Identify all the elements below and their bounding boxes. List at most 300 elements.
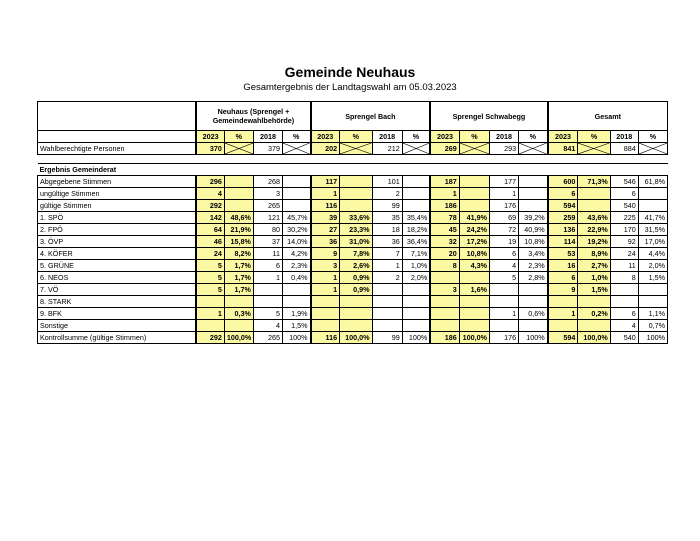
- eligible-bach-pct-crossed: [340, 143, 372, 155]
- cell-bach-pct: 23,3%: [340, 224, 372, 236]
- cell-neuhaus-y2023: 142: [196, 212, 224, 224]
- eligible-schwabegg-2018: 293: [490, 143, 519, 155]
- cell-schwabegg-y2018: [490, 296, 519, 308]
- cell-neuhaus-y2023: 5: [196, 284, 224, 296]
- group-header-bach: Sprengel Bach: [311, 102, 431, 131]
- cell-schwabegg-y2023: 8: [430, 260, 459, 272]
- cell-neuhaus-y2023: 292: [196, 332, 224, 344]
- cell-neuhaus-y2023: 64: [196, 224, 224, 236]
- cell-neuhaus-y2023: [196, 320, 224, 332]
- cell-neuhaus-pct2: 4,2%: [283, 248, 311, 260]
- cell-schwabegg-pct2: 100%: [519, 332, 548, 344]
- cell-neuhaus-y2018: 265: [253, 332, 282, 344]
- cell-schwabegg-y2018: 176: [490, 200, 519, 212]
- page-title: Gemeinde Neuhaus: [284, 64, 416, 80]
- cell-bach-pct2: [402, 296, 430, 308]
- cell-bach-y2023: 39: [311, 212, 340, 224]
- cell-gesamt-pct: [578, 296, 610, 308]
- cell-schwabegg-y2023: [430, 320, 459, 332]
- cell-bach-pct2: 100%: [402, 332, 430, 344]
- cell-gesamt-y2023: 114: [548, 236, 578, 248]
- cell-schwabegg-pct2: [519, 188, 548, 200]
- cell-bach-y2018: [372, 320, 402, 332]
- cell-neuhaus-y2023: 4: [196, 188, 224, 200]
- cell-neuhaus-y2018: 80: [253, 224, 282, 236]
- cell-gesamt-pct: 8,9%: [578, 248, 610, 260]
- subheader-bach-y2023: 2023: [311, 131, 340, 143]
- cell-schwabegg-y2018: [490, 284, 519, 296]
- cell-bach-y2018: [372, 284, 402, 296]
- eligible-schwabegg-2023: 269: [430, 143, 459, 155]
- cell-gesamt-y2018: 540: [610, 200, 638, 212]
- cell-neuhaus-pct2: [283, 284, 311, 296]
- cell-neuhaus-pct2: 1,9%: [283, 308, 311, 320]
- cell-bach-y2023: 116: [311, 200, 340, 212]
- row-label: 6. NEOS: [38, 272, 197, 284]
- cell-gesamt-pct: [578, 188, 610, 200]
- group-header-neuhaus: Neuhaus (Sprengel + Gemeindewahlbehörde): [196, 102, 310, 131]
- cell-schwabegg-y2023: 1: [430, 188, 459, 200]
- cell-gesamt-y2018: 6: [610, 188, 638, 200]
- cell-gesamt-pct2: 100%: [638, 332, 667, 344]
- table-row: [38, 212, 668, 224]
- row-label: 9. BFK: [38, 308, 197, 320]
- eligible-neuhaus-pct-crossed: [224, 143, 253, 155]
- cell-neuhaus-pct2: [283, 188, 311, 200]
- cell-schwabegg-y2018: 5: [490, 272, 519, 284]
- row-label: 4. KÖFER: [38, 248, 197, 260]
- cell-bach-pct2: [402, 284, 430, 296]
- cell-neuhaus-pct2: [283, 200, 311, 212]
- cell-bach-pct2: 18,2%: [402, 224, 430, 236]
- cell-schwabegg-y2023: 186: [430, 200, 459, 212]
- cell-bach-y2018: 18: [372, 224, 402, 236]
- cell-gesamt-pct: 43,6%: [578, 212, 610, 224]
- row-label: 1. SPÖ: [38, 212, 197, 224]
- cell-schwabegg-y2018: 69: [490, 212, 519, 224]
- subheader-gesamt-pct: %: [578, 131, 610, 143]
- cell-bach-pct: 0,9%: [340, 284, 372, 296]
- cell-schwabegg-y2018: 1: [490, 308, 519, 320]
- cell-gesamt-y2023: 16: [548, 260, 578, 272]
- cell-schwabegg-pct2: 39,2%: [519, 212, 548, 224]
- cell-neuhaus-pct: [224, 320, 253, 332]
- cell-gesamt-y2023: 6: [548, 272, 578, 284]
- cell-neuhaus-y2018: 268: [253, 176, 282, 188]
- cell-schwabegg-y2018: 176: [490, 332, 519, 344]
- cell-bach-y2023: 116: [311, 332, 340, 344]
- cell-bach-pct: [340, 176, 372, 188]
- cell-neuhaus-y2023: 1: [196, 308, 224, 320]
- subheader-row: [38, 131, 668, 143]
- eligible-gesamt-2023: 841: [548, 143, 578, 155]
- cell-neuhaus-pct2: 30,2%: [283, 224, 311, 236]
- cell-bach-y2023: [311, 320, 340, 332]
- cell-bach-y2018: [372, 308, 402, 320]
- cell-bach-y2023: 1: [311, 284, 340, 296]
- cell-neuhaus-pct2: [283, 176, 311, 188]
- cell-gesamt-y2023: 53: [548, 248, 578, 260]
- cell-bach-pct: 0,9%: [340, 272, 372, 284]
- subheader-neuhaus-pct2: %: [283, 131, 311, 143]
- cell-bach-pct: [340, 320, 372, 332]
- cell-bach-pct2: 7,1%: [402, 248, 430, 260]
- cell-gesamt-y2023: 259: [548, 212, 578, 224]
- cell-bach-pct: [340, 200, 372, 212]
- eligible-label: Wahlberechtigte Personen: [38, 143, 197, 155]
- cell-gesamt-pct: 22,9%: [578, 224, 610, 236]
- cell-neuhaus-pct2: 2,3%: [283, 260, 311, 272]
- cell-bach-y2018: 2: [372, 188, 402, 200]
- table-row: [38, 320, 668, 332]
- cell-neuhaus-pct: [224, 200, 253, 212]
- cell-gesamt-pct2: 1,5%: [638, 272, 667, 284]
- cell-schwabegg-pct: [459, 308, 489, 320]
- cell-schwabegg-pct: 1,6%: [459, 284, 489, 296]
- cell-gesamt-y2018: 170: [610, 224, 638, 236]
- cell-gesamt-y2018: 11: [610, 260, 638, 272]
- cell-gesamt-pct2: 31,5%: [638, 224, 667, 236]
- cell-schwabegg-y2023: 45: [430, 224, 459, 236]
- cell-gesamt-y2023: [548, 296, 578, 308]
- cell-gesamt-pct: 0,2%: [578, 308, 610, 320]
- eligible-row: [38, 143, 668, 155]
- cell-gesamt-y2023: 1: [548, 308, 578, 320]
- cross-out-mark: [403, 143, 429, 154]
- cell-neuhaus-pct: 21,9%: [224, 224, 253, 236]
- table-row: [38, 176, 668, 188]
- group-header-row: [38, 102, 668, 131]
- cell-gesamt-pct2: [638, 296, 667, 308]
- table-row: [38, 272, 668, 284]
- eligible-schwabegg-pct2-crossed: [519, 143, 548, 155]
- section-label: Ergebnis Gemeinderat: [39, 164, 117, 174]
- eligible-bach-pct2-crossed: [402, 143, 430, 155]
- cell-gesamt-pct: 100,0%: [578, 332, 610, 344]
- cell-neuhaus-pct: 8,2%: [224, 248, 253, 260]
- table-row: [38, 188, 668, 200]
- cell-schwabegg-pct: 10,8%: [459, 248, 489, 260]
- cell-neuhaus-y2023: 24: [196, 248, 224, 260]
- cell-gesamt-pct: 19,2%: [578, 236, 610, 248]
- subheader-neuhaus-y2018: 2018: [253, 131, 282, 143]
- eligible-neuhaus-2023: 370: [196, 143, 224, 155]
- cell-bach-pct: [340, 308, 372, 320]
- cross-out-mark: [283, 143, 310, 154]
- row-label: Sonstige: [38, 320, 197, 332]
- cell-bach-y2023: 36: [311, 236, 340, 248]
- table-row: [38, 308, 668, 320]
- subheader-neuhaus-pct: %: [224, 131, 253, 143]
- cell-bach-y2018: 99: [372, 332, 402, 344]
- cell-bach-y2023: 1: [311, 272, 340, 284]
- cell-neuhaus-pct: [224, 176, 253, 188]
- eligible-bach-2023: 202: [311, 143, 340, 155]
- subheader-bach-pct: %: [340, 131, 372, 143]
- cell-gesamt-pct2: 2,0%: [638, 260, 667, 272]
- cell-neuhaus-y2023: 296: [196, 176, 224, 188]
- row-label: Kontrollsumme (gültige Stimmen): [38, 332, 197, 344]
- cell-neuhaus-y2023: 46: [196, 236, 224, 248]
- cell-gesamt-pct: [578, 320, 610, 332]
- cell-gesamt-pct2: 1,1%: [638, 308, 667, 320]
- cell-bach-pct2: 35,4%: [402, 212, 430, 224]
- table-row: [38, 296, 668, 308]
- cell-gesamt-y2018: 540: [610, 332, 638, 344]
- cell-schwabegg-pct: 41,9%: [459, 212, 489, 224]
- cell-schwabegg-y2018: 1: [490, 188, 519, 200]
- cell-bach-y2023: [311, 308, 340, 320]
- cell-bach-pct: [340, 188, 372, 200]
- cell-bach-pct2: [402, 308, 430, 320]
- cross-out-mark: [639, 143, 667, 154]
- eligible-neuhaus-2018: 379: [253, 143, 282, 155]
- cell-neuhaus-pct: 1,7%: [224, 260, 253, 272]
- cell-neuhaus-y2018: 5: [253, 308, 282, 320]
- cell-gesamt-pct2: 41,7%: [638, 212, 667, 224]
- cell-schwabegg-pct: 4,3%: [459, 260, 489, 272]
- cell-schwabegg-pct2: 2,8%: [519, 272, 548, 284]
- cell-schwabegg-y2018: 19: [490, 236, 519, 248]
- cell-neuhaus-pct: 15,8%: [224, 236, 253, 248]
- cell-gesamt-y2018: 546: [610, 176, 638, 188]
- cell-gesamt-pct: 71,3%: [578, 176, 610, 188]
- cell-neuhaus-y2018: 121: [253, 212, 282, 224]
- cell-gesamt-y2018: [610, 296, 638, 308]
- cell-gesamt-pct2: [638, 284, 667, 296]
- spacer-row: [38, 155, 668, 164]
- cell-bach-pct2: 36,4%: [402, 236, 430, 248]
- cell-neuhaus-y2023: 292: [196, 200, 224, 212]
- cross-out-mark: [460, 143, 489, 154]
- cell-schwabegg-pct2: 40,9%: [519, 224, 548, 236]
- cell-schwabegg-pct: [459, 176, 489, 188]
- cell-gesamt-y2018: 8: [610, 272, 638, 284]
- eligible-bach-2018: 212: [372, 143, 402, 155]
- cell-bach-y2023: 9: [311, 248, 340, 260]
- table-row: [38, 284, 668, 296]
- cell-bach-y2018: 99: [372, 200, 402, 212]
- cell-schwabegg-pct: [459, 296, 489, 308]
- cell-schwabegg-pct2: 3,4%: [519, 248, 548, 260]
- table-row: [38, 332, 668, 344]
- row-label: Abgegebene Stimmen: [38, 176, 197, 188]
- subheader-neuhaus-y2023: 2023: [196, 131, 224, 143]
- group-header-schwabegg: Sprengel Schwabegg: [430, 102, 547, 131]
- cell-neuhaus-pct: 100,0%: [224, 332, 253, 344]
- cell-schwabegg-y2023: [430, 272, 459, 284]
- cross-out-mark: [340, 143, 371, 154]
- cell-schwabegg-pct: 100,0%: [459, 332, 489, 344]
- eligible-gesamt-pct2-crossed: [638, 143, 667, 155]
- cell-bach-y2018: 101: [372, 176, 402, 188]
- cell-bach-pct: 2,6%: [340, 260, 372, 272]
- cell-neuhaus-pct2: [283, 296, 311, 308]
- cell-neuhaus-pct2: 0,4%: [283, 272, 311, 284]
- cell-schwabegg-pct2: [519, 284, 548, 296]
- row-label: 3. ÖVP: [38, 236, 197, 248]
- cell-gesamt-pct2: 17,0%: [638, 236, 667, 248]
- row-label: 2. FPÖ: [38, 224, 197, 236]
- row-label: ungültige Stimmen: [38, 188, 197, 200]
- cell-neuhaus-y2018: 265: [253, 200, 282, 212]
- cell-bach-pct: [340, 296, 372, 308]
- cell-schwabegg-y2023: 186: [430, 332, 459, 344]
- cell-schwabegg-pct2: [519, 200, 548, 212]
- cell-gesamt-y2018: 24: [610, 248, 638, 260]
- subheader-schwabegg-pct: %: [459, 131, 489, 143]
- cell-neuhaus-pct: 48,6%: [224, 212, 253, 224]
- subheader-bach-y2018: 2018: [372, 131, 402, 143]
- group-header-gesamt: Gesamt: [548, 102, 668, 131]
- cell-neuhaus-y2018: [253, 284, 282, 296]
- row-label: 8. STARK: [38, 296, 197, 308]
- cell-schwabegg-pct: [459, 272, 489, 284]
- cell-bach-pct2: [402, 200, 430, 212]
- cell-gesamt-y2018: 4: [610, 320, 638, 332]
- cell-gesamt-pct2: [638, 200, 667, 212]
- cell-schwabegg-y2018: 72: [490, 224, 519, 236]
- cell-schwabegg-y2023: [430, 308, 459, 320]
- section-row: [38, 164, 668, 176]
- cell-neuhaus-pct2: 14,0%: [283, 236, 311, 248]
- cell-schwabegg-pct: 17,2%: [459, 236, 489, 248]
- cell-bach-pct: 31,0%: [340, 236, 372, 248]
- cell-gesamt-y2018: [610, 284, 638, 296]
- cell-schwabegg-pct2: 10,8%: [519, 236, 548, 248]
- cell-schwabegg-y2018: 6: [490, 248, 519, 260]
- cell-schwabegg-y2023: 78: [430, 212, 459, 224]
- cell-gesamt-pct: 2,7%: [578, 260, 610, 272]
- cell-gesamt-pct2: 4,4%: [638, 248, 667, 260]
- cell-bach-y2018: [372, 296, 402, 308]
- cell-schwabegg-pct2: [519, 320, 548, 332]
- cell-neuhaus-pct2: 45,7%: [283, 212, 311, 224]
- cell-neuhaus-y2018: 37: [253, 236, 282, 248]
- cell-bach-pct: 7,8%: [340, 248, 372, 260]
- cell-schwabegg-pct: [459, 320, 489, 332]
- cell-gesamt-y2018: 92: [610, 236, 638, 248]
- eligible-gesamt-2018: 884: [610, 143, 638, 155]
- cell-schwabegg-y2023: 187: [430, 176, 459, 188]
- cell-schwabegg-pct2: 0,6%: [519, 308, 548, 320]
- cross-out-mark: [519, 143, 547, 154]
- table-row: [38, 236, 668, 248]
- table-row: [38, 224, 668, 236]
- cell-gesamt-pct: [578, 200, 610, 212]
- cell-schwabegg-y2023: 3: [430, 284, 459, 296]
- cell-neuhaus-pct: [224, 188, 253, 200]
- cell-bach-y2023: 1: [311, 188, 340, 200]
- cell-gesamt-pct2: [638, 188, 667, 200]
- cell-neuhaus-y2023: 5: [196, 272, 224, 284]
- cell-neuhaus-pct2: 1,5%: [283, 320, 311, 332]
- subheader-bach-pct2: %: [402, 131, 430, 143]
- cell-gesamt-y2023: 600: [548, 176, 578, 188]
- cross-out-mark: [578, 143, 609, 154]
- cell-bach-pct2: 2,0%: [402, 272, 430, 284]
- cell-neuhaus-y2023: 5: [196, 260, 224, 272]
- table-row: [38, 200, 668, 212]
- cell-bach-y2023: [311, 296, 340, 308]
- cell-neuhaus-y2018: 3: [253, 188, 282, 200]
- subheader-schwabegg-y2018: 2018: [490, 131, 519, 143]
- cell-bach-y2023: 3: [311, 260, 340, 272]
- subheader-blank: [38, 131, 197, 143]
- cell-neuhaus-y2018: 6: [253, 260, 282, 272]
- cell-schwabegg-pct: 24,2%: [459, 224, 489, 236]
- cell-bach-y2023: 27: [311, 224, 340, 236]
- row-label: gültige Stimmen: [38, 200, 197, 212]
- cell-neuhaus-y2018: 1: [253, 272, 282, 284]
- cell-bach-y2018: 36: [372, 236, 402, 248]
- cell-gesamt-pct: 1,0%: [578, 272, 610, 284]
- page-subtitle: Gesamtergebnis der Landtagswahl am 05.03.2023: [243, 82, 457, 93]
- subheader-gesamt-y2023: 2023: [548, 131, 578, 143]
- table-row: [38, 260, 668, 272]
- cell-bach-y2023: 117: [311, 176, 340, 188]
- eligible-schwabegg-pct-crossed: [459, 143, 489, 155]
- table-row: [38, 248, 668, 260]
- eligible-neuhaus-pct2-crossed: [283, 143, 311, 155]
- cell-gesamt-pct: 1,5%: [578, 284, 610, 296]
- cell-gesamt-pct2: 0,7%: [638, 320, 667, 332]
- cell-bach-y2018: 1: [372, 260, 402, 272]
- cell-schwabegg-pct2: [519, 296, 548, 308]
- cell-gesamt-y2018: 6: [610, 308, 638, 320]
- cell-schwabegg-pct2: [519, 176, 548, 188]
- cell-gesamt-y2023: 594: [548, 332, 578, 344]
- cell-bach-y2018: 35: [372, 212, 402, 224]
- cell-bach-pct: 33,6%: [340, 212, 372, 224]
- cell-schwabegg-y2023: 20: [430, 248, 459, 260]
- cell-schwabegg-y2018: 4: [490, 260, 519, 272]
- cell-neuhaus-pct: 1,7%: [224, 284, 253, 296]
- row-label: 7. VÖ: [38, 284, 197, 296]
- subheader-schwabegg-pct2: %: [519, 131, 548, 143]
- cell-neuhaus-pct: 1,7%: [224, 272, 253, 284]
- subheader-gesamt-y2018: 2018: [610, 131, 638, 143]
- cell-neuhaus-y2018: [253, 296, 282, 308]
- cell-bach-pct2: [402, 188, 430, 200]
- eligible-gesamt-pct-crossed: [578, 143, 610, 155]
- cell-schwabegg-y2018: [490, 320, 519, 332]
- cell-bach-pct2: [402, 320, 430, 332]
- row-label: 5. GRÜNE: [38, 260, 197, 272]
- cell-gesamt-y2023: 9: [548, 284, 578, 296]
- cell-schwabegg-y2023: 32: [430, 236, 459, 248]
- cell-neuhaus-pct: [224, 296, 253, 308]
- cell-gesamt-y2023: [548, 320, 578, 332]
- cell-schwabegg-pct2: 2,3%: [519, 260, 548, 272]
- cell-gesamt-y2023: 6: [548, 188, 578, 200]
- cell-gesamt-y2023: 594: [548, 200, 578, 212]
- cell-bach-pct2: 1,0%: [402, 260, 430, 272]
- subheader-schwabegg-y2023: 2023: [430, 131, 459, 143]
- cell-schwabegg-pct: [459, 188, 489, 200]
- cell-bach-y2018: 2: [372, 272, 402, 284]
- cell-bach-pct2: [402, 176, 430, 188]
- cell-schwabegg-y2018: 177: [490, 176, 519, 188]
- cell-gesamt-y2018: 225: [610, 212, 638, 224]
- header-blank: [38, 102, 197, 131]
- cell-neuhaus-y2023: [196, 296, 224, 308]
- cell-bach-pct: 100,0%: [340, 332, 372, 344]
- cell-neuhaus-y2018: 4: [253, 320, 282, 332]
- cell-neuhaus-y2018: 11: [253, 248, 282, 260]
- cell-neuhaus-pct2: 100%: [283, 332, 311, 344]
- cell-gesamt-pct2: 61,8%: [638, 176, 667, 188]
